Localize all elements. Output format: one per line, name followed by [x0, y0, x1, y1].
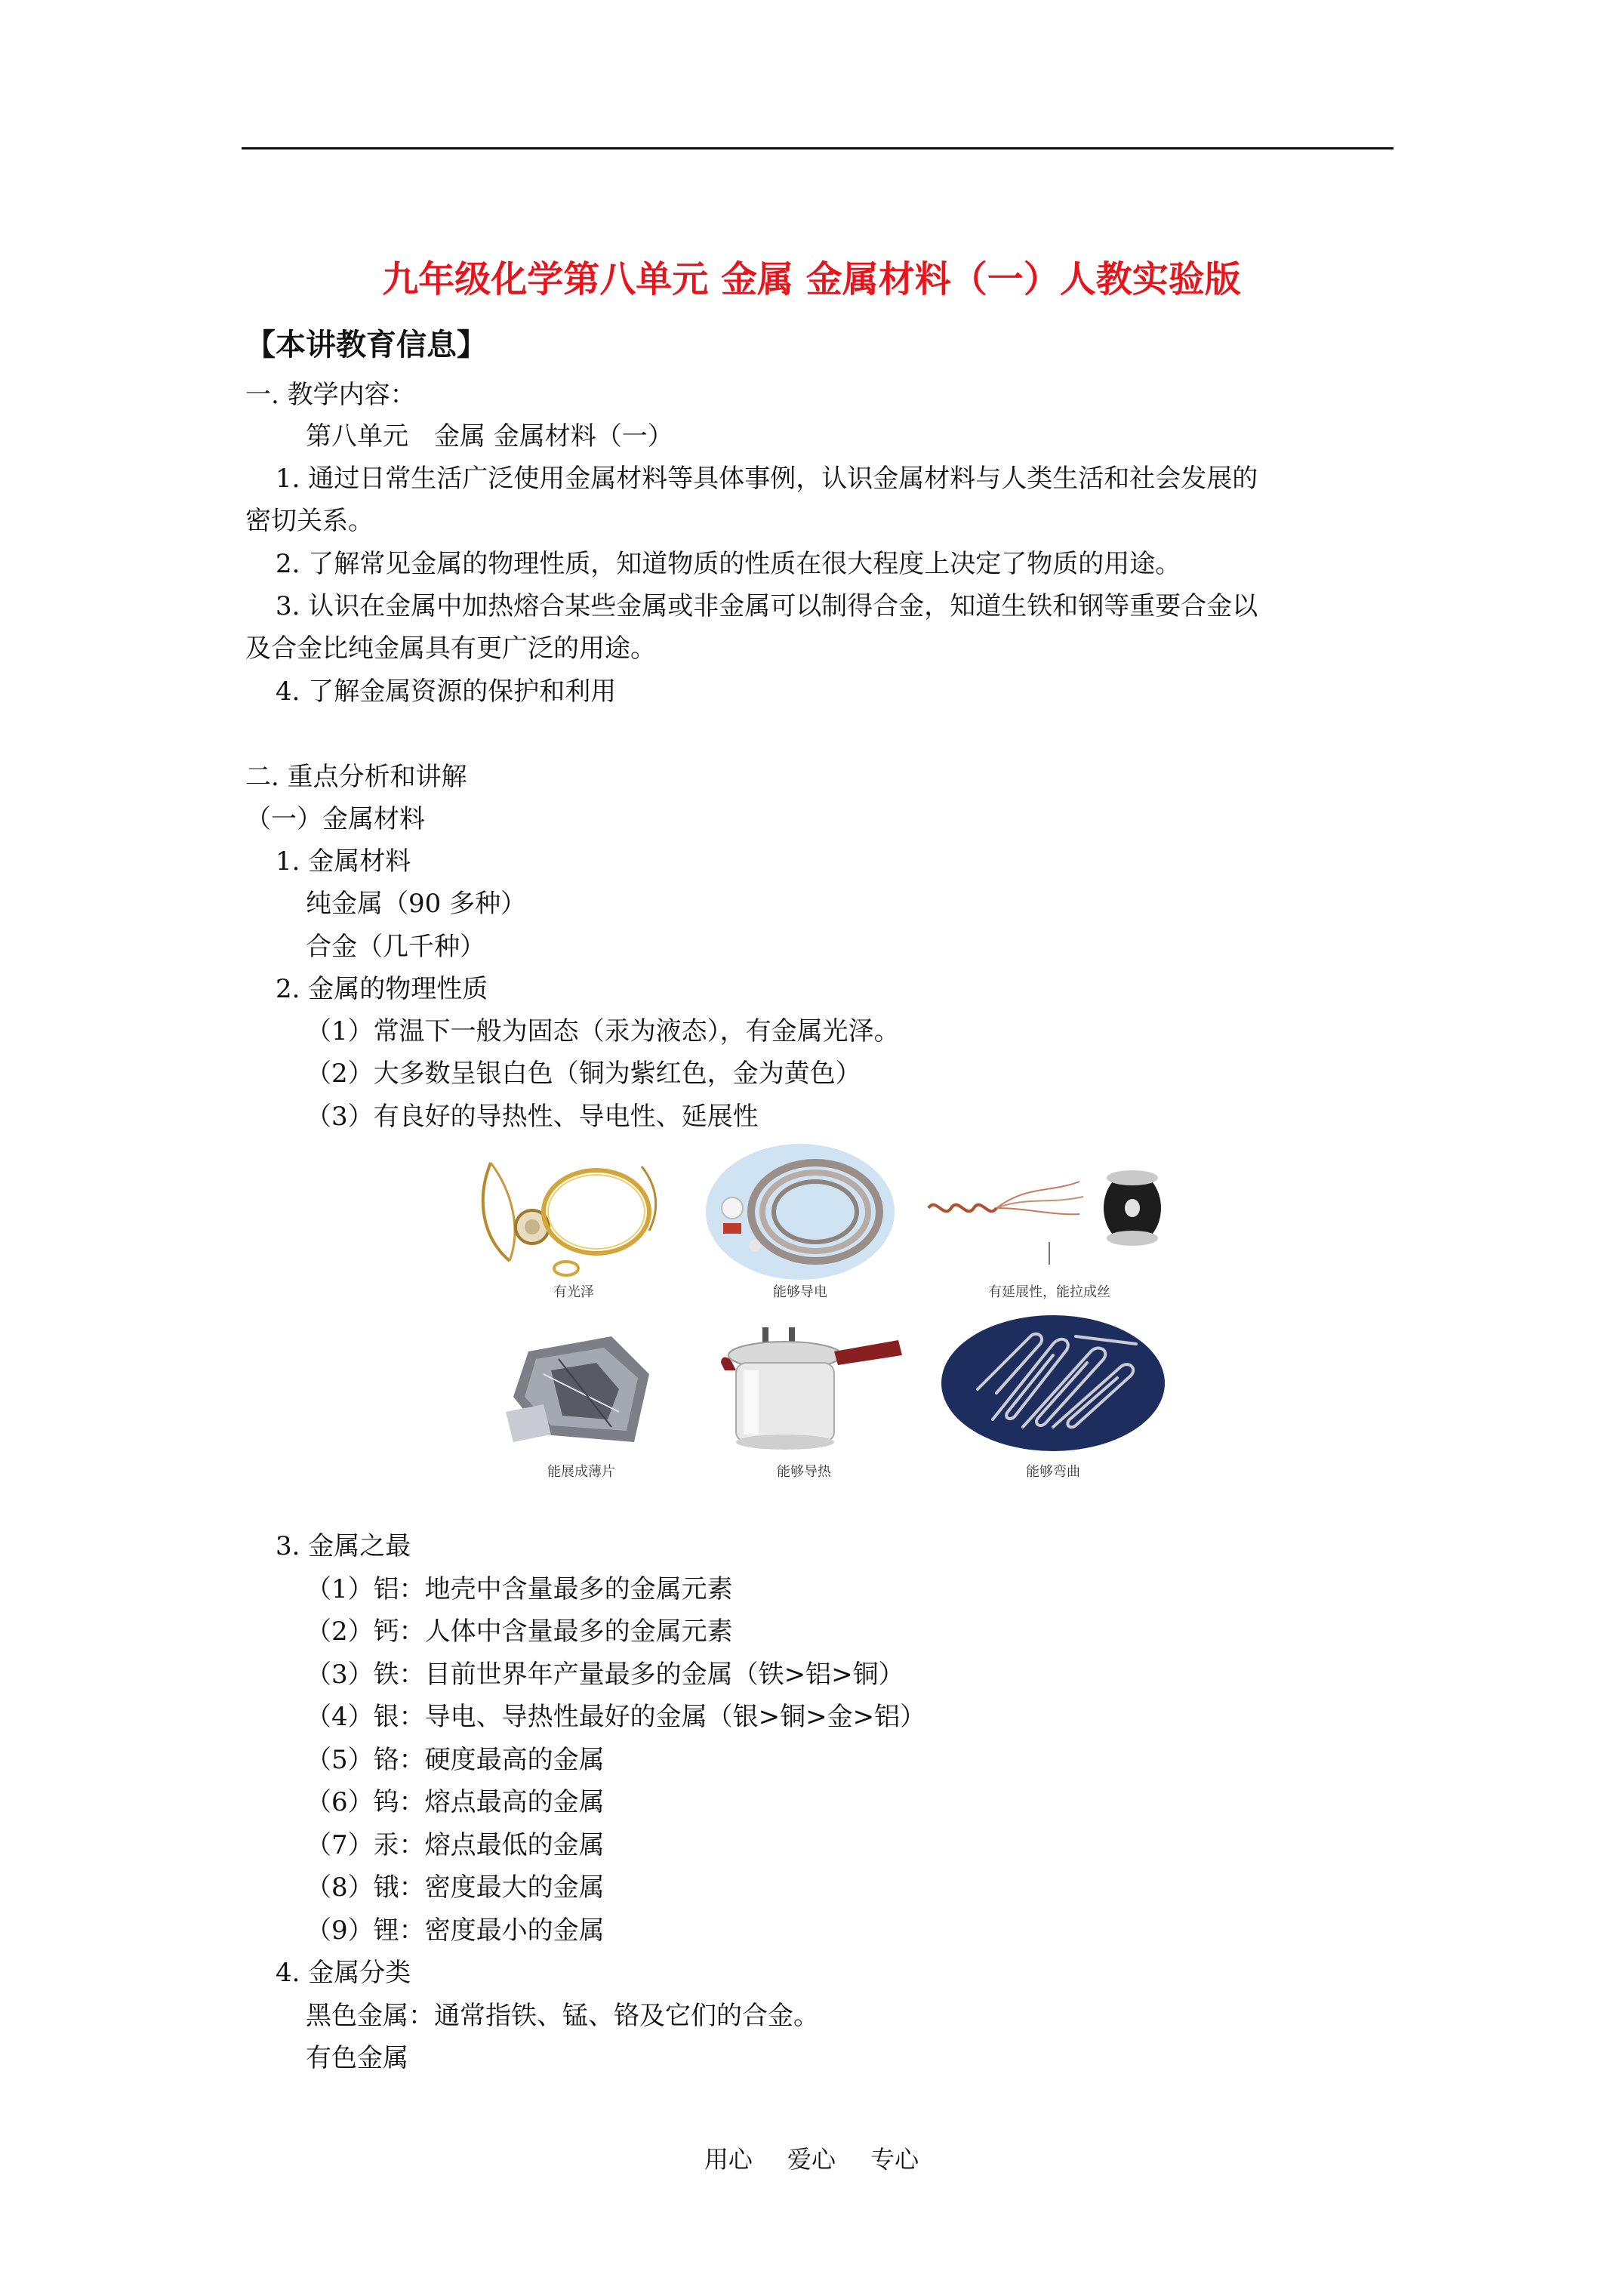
document-title: 九年级化学第八单元 金属 金属材料（一）人教实验版 [382, 258, 1241, 300]
property-1: （1）常温下一般为固态（汞为液态），有金属光泽。 [306, 1016, 900, 1046]
wire-coil-photo [702, 1140, 898, 1284]
section1-heading: 一. 教学内容： [245, 380, 416, 410]
section1-item3: 3. 认识在金属中加热熔合某些金属或非金属可以制得合金，知道生铁和钢等重要合金以 [276, 591, 1258, 621]
caption-conductivity: 能够导电 [773, 1284, 827, 1300]
caption-heat-conduction: 能够导热 [777, 1464, 831, 1480]
caption-luster: 有光泽 [553, 1284, 594, 1300]
property-3: （3）有良好的导热性、导电性、延展性 [306, 1102, 759, 1132]
caption-malleability: 能展成薄片 [547, 1464, 615, 1480]
metal-foil-photo [498, 1329, 664, 1457]
caption-ductility: 有延展性，能拉成丝 [988, 1284, 1110, 1300]
section2-heading: 二. 重点分析和讲解 [245, 762, 467, 792]
section1-item4: 4. 了解金属资源的保护和利用 [276, 676, 617, 707]
metal-record-item: （9）锂：密度最小的金属 [306, 1915, 605, 1946]
paper-clips-photo [940, 1314, 1166, 1453]
physical-properties-heading: 2. 金属的物理性质 [276, 974, 488, 1004]
metal-materials-heading: 1. 金属材料 [276, 846, 411, 877]
section1-item3-cont: 及合金比纯金属具有更广泛的用途。 [245, 633, 656, 664]
metal-properties-figure [457, 1140, 1181, 1487]
pure-metals: 纯金属（90 多种） [306, 889, 527, 919]
metal-record-item: （3）铁：目前世界年产量最多的金属（铁>铝>铜） [306, 1660, 904, 1690]
section1-topic: 第八单元 金属 金属材料（一） [306, 421, 673, 451]
ferrous-metals: 黑色金属：通常指铁、锰、铬及它们的合金。 [306, 2001, 819, 2031]
section1-item1: 1. 通过日常生活广泛使用金属材料等具体事例，认识金属材料与人类生活和社会发展的 [276, 464, 1258, 494]
pressure-cooker-photo [717, 1321, 906, 1457]
section1-item2: 2. 了解常见金属的物理性质，知道物质的性质在很大程度上决定了物质的用途。 [276, 549, 1181, 579]
metal-classification-heading: 4. 金属分类 [276, 1958, 411, 1988]
metal-record-item: （8）锇：密度最大的金属 [306, 1872, 605, 1903]
copper-wire-photo [921, 1155, 1170, 1268]
metal-records-heading: 3. 金属之最 [276, 1531, 411, 1561]
header-rule [242, 147, 1394, 149]
metal-record-item: （7）汞：熔点最低的金属 [306, 1830, 605, 1860]
metal-record-item: （4）银：导电、导热性最好的金属（银>铜>金>铝） [306, 1702, 926, 1732]
metal-record-item: （5）铬：硬度最高的金属 [306, 1745, 605, 1775]
non-ferrous-metals: 有色金属 [306, 2043, 408, 2073]
metal-record-item: （6）钨：熔点最高的金属 [306, 1787, 605, 1817]
page-footer: 用心 爱心 专心 [704, 2145, 919, 2174]
info-heading: 【本讲教育信息】 [245, 327, 487, 362]
property-2: （2）大多数呈银白色（铜为紫红色，金为黄色） [306, 1059, 861, 1089]
alloys: 合金（几千种） [306, 932, 485, 962]
section1-item1-cont: 密切关系。 [245, 506, 374, 536]
jewelry-photo [468, 1155, 679, 1284]
metal-record-item: （2）钙：人体中含量最多的金属元素 [306, 1616, 733, 1647]
caption-bendable: 能够弯曲 [1026, 1464, 1080, 1480]
section2-sub1: （一）金属材料 [245, 804, 425, 834]
metal-record-item: （1）铝：地壳中含量最多的金属元素 [306, 1574, 733, 1604]
